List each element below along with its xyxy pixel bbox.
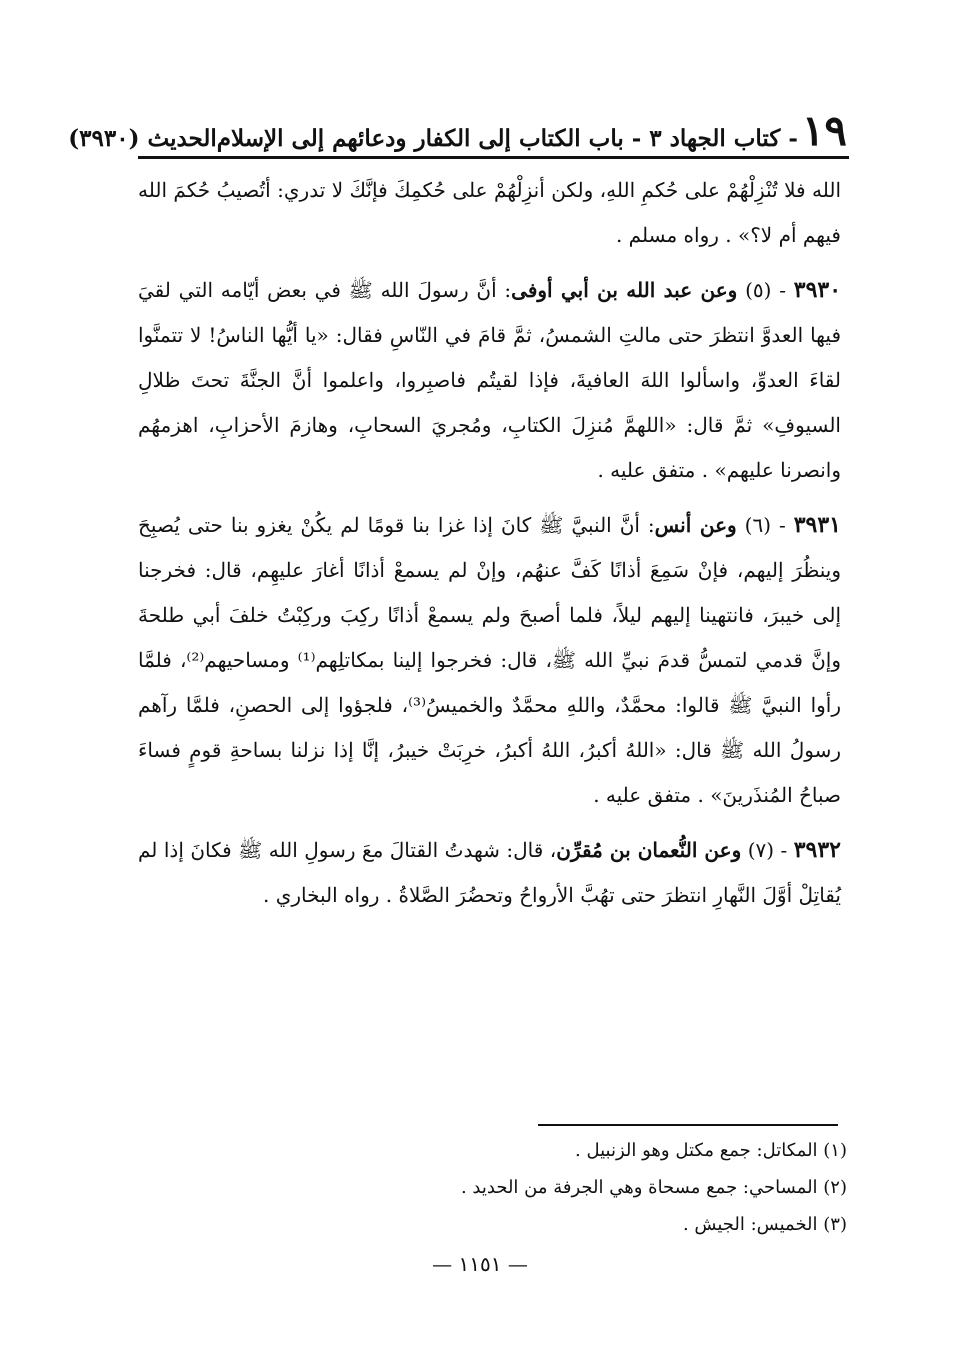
footnotes [300, 1132, 847, 1243]
header-book-title: - كتاب الجهاد ٣ - باب الكتاب إلى الكفار ودعائهم إلى الإسلام [216, 125, 798, 152]
paragraph-continuation [138, 168, 841, 258]
header-hadith-reference: الحديث (٣٩٣٠) [68, 125, 217, 152]
header-page-number: ١٩ [801, 106, 847, 155]
hadith-text: ، قال: شهدتُ القتالَ معَ رسولِ الله ﷺ فكانَ إذا لم يُقاتِلْ أوَّلَ النَّهارِ انتظرَ حتى تهُبَّ الأرواحُ وتحضُرَ الصَّلاةُ . رواه البخاري . [138, 838, 841, 907]
main-text [138, 168, 841, 928]
hadith-sequence: - (٦) [736, 513, 794, 537]
header-divider [138, 156, 849, 159]
hadith-number: ٣٩٣٠ [793, 277, 842, 303]
hadith-narrator: وعن عبد الله بن أبي أوفى [511, 278, 738, 302]
hadith-number: ٣٩٣٢ [793, 837, 841, 863]
hadith-3930 [138, 268, 841, 493]
hadith-sequence: - (٥) [737, 278, 794, 302]
running-header [68, 106, 847, 155]
continuation-text: الله فلا تُنْزِلْهُمْ على حُكمِ اللهِ، ولكن أنزِلْهُمْ على حُكمِكَ فإنَّكَ لا تدري: أتُصيبُ حُكمَ الله فيهم أم لا؟» . رواه مسلم . [138, 178, 841, 247]
page-number: — ١١٥١ — [432, 1252, 528, 1276]
hadith-number: ٣٩٣١ [793, 512, 841, 538]
header-title-group [216, 106, 847, 155]
footnote-1: (١) المكاتل: جمع مكتل وهو الزنبيل . [575, 1140, 847, 1161]
footnote-2: (٢) المساحي: جمع مسحاة وهي الجرفة من الحديد . [460, 1177, 847, 1198]
hadith-3931 [138, 503, 841, 818]
hadith-narrator: وعن النُّعمان بن مُقرِّن [556, 838, 742, 862]
hadith-text: : أنَّ النبيَّ ﷺ كانَ إذا غزا بنا قومًا لم يكُنْ يغزو بنا حتى يُصبِحَ وينظُرَ إليهم، فإنْ سَمِعَ أذانًا كَفَّ عنهُم، وإنْ لم يسمعْ أذانًا أغارَ عليهِم، قال: فخرجنا إلى خيبرَ، فانتهينا إليهم ليلاً، فلما أصبحَ ولم يسمعْ أذانًا ركِبَ وركِبْتُ خلفَ أبي طلحةَ وإنَّ قدمي لتمسُّ قدمَ نبيِّ الله ﷺ، قال: فخرجوا إلينا بمكاتلِهم⁽¹⁾ ومساحيهم⁽²⁾، فلمَّا رأوا النبيَّ ﷺ قالوا: محمَّدٌ، واللهِ محمَّدٌ والخميسُ⁽³⁾، فلجؤوا إلى الحصنِ، فلمَّا رآهم رسولُ الله ﷺ قال: «اللهُ أكبرُ، اللهُ أكبرُ، خرِبَتْ خيبرُ، إنَّا إذا نزلنا بساحةِ قومٍ فساءَ صباحُ المُنذَرينَ» . متفق عليه . [138, 513, 842, 807]
hadith-sequence: - (٧) [741, 838, 794, 862]
footnote-divider [538, 1124, 838, 1126]
hadith-text: : أنَّ رسولَ الله ﷺ في بعض أيّامه التي لقيَ فيها العدوَّ انتظرَ حتى مالتِ الشمسُ، ثمَّ قامَ في النّاسِ فقال: «يا أيُّها الناسُ! لا تتمنَّوا لقاءَ العدوِّ، واسألوا اللهَ العافيةَ، فإذا لقيتُم فاصبِروا، واعلموا أنَّ الجنَّةَ تحتَ ظلالِ السيوفِ» ثمَّ قال: «اللهمَّ مُنزِلَ الكتابِ، ومُجريَ السحابِ، وهازمَ الأحزابِ، اهزمهُم وانصرنا عليهم» . متفق عليه . [138, 278, 842, 482]
hadith-narrator: وعن أنس [654, 513, 737, 537]
hadith-3932 [138, 828, 841, 918]
footnote-3: (٣) الخميس: الجيش . [682, 1214, 847, 1235]
